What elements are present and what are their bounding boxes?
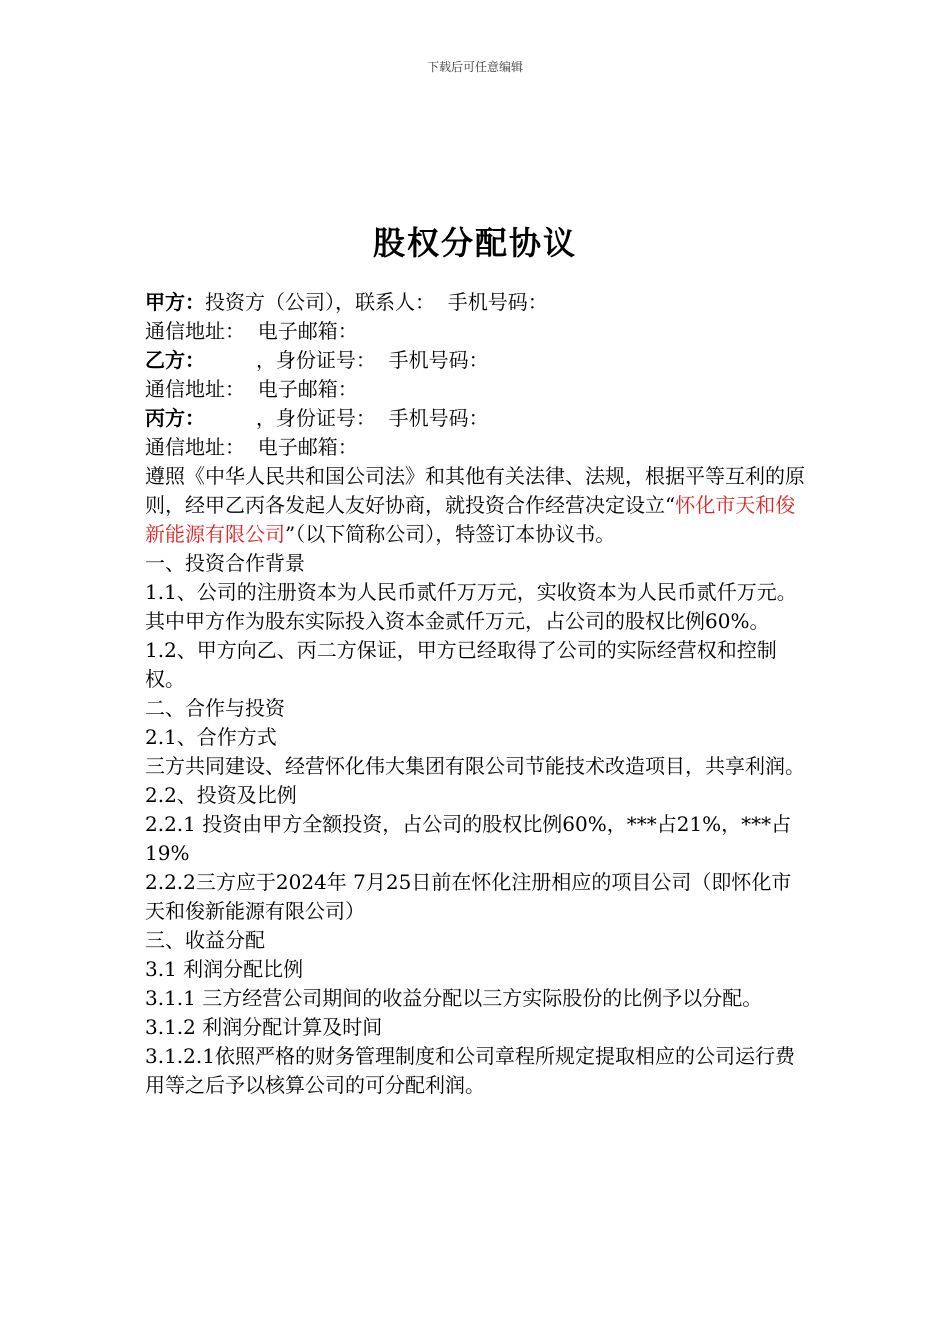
section-2-heading: 二、合作与投资	[145, 696, 285, 720]
section-1-heading: 一、投资合作背景	[145, 551, 305, 575]
party-a	[145, 288, 810, 317]
party-c	[145, 404, 810, 433]
company-name: 怀化市天和俊新能源有限公司	[145, 493, 796, 546]
clause-2-2-1: 2.2.1 投资由甲方全额投资，占公司的股权比例60%，***占21%，***占19%	[145, 812, 792, 865]
section-3-heading: 三、收益分配	[145, 928, 265, 952]
clause-2-2: 2.2、投资及比例	[145, 783, 297, 807]
party-b	[145, 346, 810, 375]
clause-3-1: 3.1 利润分配比例	[145, 957, 304, 981]
clause-2-1-text: 三方共同建设、经营怀化伟大集团有限公司节能技术改造项目，共享利润。	[145, 754, 805, 778]
preamble-text-1: 遵照《中华人民共和国公司法》和其他有关法律、法规，根据平等互利的原则，经甲乙丙各发起人友好协商，就投资合作经营决定设立“	[145, 464, 805, 517]
clause-2-1: 2.1、合作方式	[145, 725, 277, 749]
document-title: 股权分配协议	[372, 224, 577, 262]
party-a-address: 通信地址： 电子邮箱：	[145, 319, 358, 343]
party-c-info: ，身份证号： 手机号码：	[205, 406, 489, 430]
page-header: 下载后可任意编辑	[426, 60, 523, 74]
preamble-text-2: ”（以下简称公司），特签订本协议书。	[285, 522, 616, 546]
clause-3-1-2: 3.1.2 利润分配计算及时间	[145, 1015, 383, 1039]
preamble-paragraph	[145, 462, 810, 549]
clause-1-2: 1.2、甲方向乙、丙二方保证，甲方已经取得了公司的实际经营权和控制权。	[145, 638, 777, 691]
party-b-info: ，身份证号： 手机号码：	[205, 348, 489, 372]
clause-1-1: 1.1、公司的注册资本为人民币贰仟万万元，实收资本为人民币贰仟万元。其中甲方作为股东实际投入资本金贰仟万元，占公司的股权比例60%。	[145, 580, 797, 633]
clause-3-1-2-1: 3.1.2.1依照严格的财务管理制度和公司章程所规定提取相应的公司运行费用等之后予以核算公司的可分配利润。	[145, 1044, 795, 1097]
clause-2-2-2: 2.2.2三方应于2024年 7月25日前在怀化注册相应的项目公司（即怀化市天和俊新能源有限公司）	[145, 870, 792, 923]
document-body	[145, 288, 810, 1100]
party-b-address: 通信地址： 电子邮箱：	[145, 377, 358, 401]
party-b-label: 乙方：	[145, 348, 205, 372]
party-c-label: 丙方：	[145, 406, 205, 430]
party-a-label: 甲方：	[145, 290, 205, 314]
party-a-info: 投资方（公司），联系人： 手机号码：	[205, 290, 548, 314]
party-c-address: 通信地址： 电子邮箱：	[145, 435, 358, 459]
clause-3-1-1: 3.1.1 三方经营公司期间的收益分配以三方实际股份的比例予以分配。	[145, 986, 763, 1010]
